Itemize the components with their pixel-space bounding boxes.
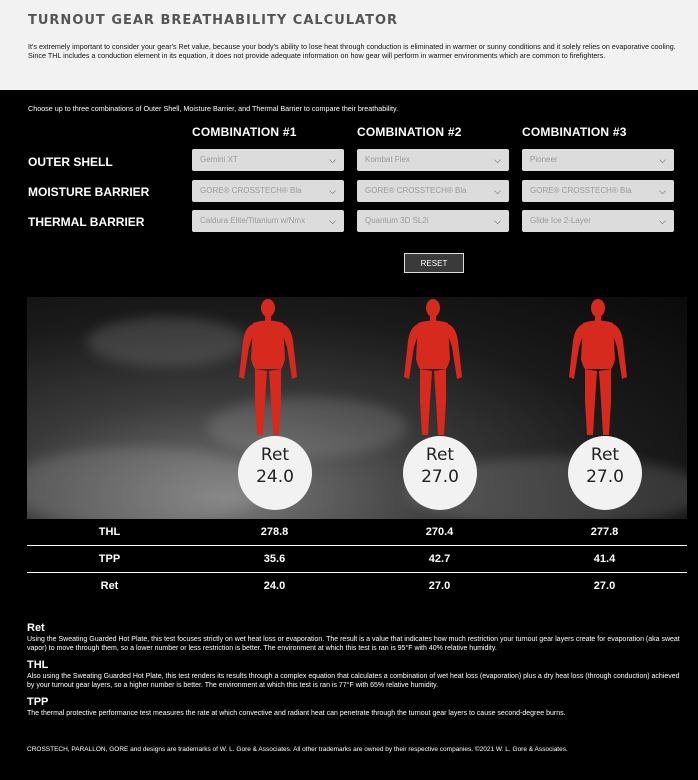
metric-value: 270.4 (425, 526, 454, 538)
select-value: Caldura Elite/Titanium w/Nmx (200, 216, 306, 225)
definition-term: Ret (27, 622, 45, 634)
figure-stage (27, 297, 687, 519)
definitions (27, 622, 687, 724)
combination-3-heading: COMBINATION #3 (522, 125, 627, 139)
results-table (27, 519, 687, 599)
ret-badge-1 (238, 436, 312, 510)
chevron-down-icon: ⌵ (494, 216, 501, 226)
select-value: GORE® CROSSTECH® Bla (530, 186, 632, 195)
definition-term: THL (27, 659, 49, 671)
metric-value: 27.0 (593, 580, 616, 592)
outer-shell-select-1[interactable] (192, 149, 344, 171)
ret-badge-value: 27.0 (421, 467, 459, 487)
page-title: TURNOUT GEAR BREATHABILITY CALCULATOR (28, 13, 399, 28)
header (0, 0, 698, 90)
chevron-down-icon: ⌵ (329, 155, 336, 165)
instructions-text: Choose up to three combinations of Outer Shell, Moisture Barrier, and Thermal Barrier to compare their breathability. (28, 104, 399, 113)
select-value: GORE® CROSSTECH® Bla (200, 186, 302, 195)
thermal-barrier-select-3[interactable] (522, 210, 674, 232)
select-value: Glide Ice 2-Layer (530, 216, 591, 225)
reset-button[interactable]: RESET (404, 253, 464, 273)
outer-shell-select-2[interactable] (357, 149, 509, 171)
chevron-down-icon: ⌵ (329, 186, 336, 196)
select-value: Quantum 3D SL2i (365, 216, 429, 225)
combination-2-heading: COMBINATION #2 (357, 125, 462, 139)
combination-1-heading: COMBINATION #1 (192, 125, 297, 139)
metric-value: 27.0 (428, 580, 451, 592)
chevron-down-icon: ⌵ (329, 216, 336, 226)
ret-badge-value: 27.0 (586, 467, 624, 487)
select-value: Pioneer (530, 155, 558, 164)
intro-text: It's extremely important to consider your gear's Ret value, because your body's ability to lose heat through conduction is eliminated in warmer or sunny conditions and it solely relies on evaporative cooling. Since THL includes a conduction element in its equation, it does not provide adequate information on how gear will perform in warmer environments which are common to firefighters. (28, 42, 676, 61)
select-value: Gemini XT (200, 155, 238, 164)
smoke (87, 317, 247, 367)
metric-value: 42.7 (428, 553, 451, 565)
chevron-down-icon: ⌵ (659, 186, 666, 196)
human-body-icon (563, 297, 633, 437)
metric-label: TPP (98, 553, 121, 565)
metric-value: 41.4 (593, 553, 616, 565)
definition-term: TPP (27, 696, 49, 708)
thermal-barrier-select-1[interactable] (192, 210, 344, 232)
metric-value: 35.6 (263, 553, 286, 565)
trademark-footer: CROSSTECH, PARALLON, GORE and designs are trademarks of W. L. Gore & Associates. All other trademarks are owned by their respective companies. ©2021 W. L. Gore & Associates. (27, 746, 568, 753)
ret-badge-2 (403, 436, 477, 510)
moisture-barrier-select-2[interactable] (357, 180, 509, 202)
outer-shell-select-3[interactable] (522, 149, 674, 171)
table-row (27, 546, 687, 573)
outer-shell-label: OUTER SHELL (28, 155, 113, 169)
ret-badge-label: Ret (260, 445, 290, 465)
metric-value: 278.8 (260, 526, 289, 538)
human-body-icon (398, 297, 468, 437)
definition-text: Using the Sweating Guarded Hot Plate, this test focuses strictly on wet heat loss or evaporation. The result is a value that indicates how much restriction your turnout gear layers create for evaporation (aka sweat vapor) to move through them, so a lower number or less restriction is better. The environment at which this test is ran is 95°F with 40% relative humidity. (27, 636, 680, 652)
chevron-down-icon: ⌵ (659, 216, 666, 226)
thermal-barrier-select-2[interactable] (357, 210, 509, 232)
definition-text: Also using the Sweating Guarded Hot Plate, this test renders its results through a complex equation that calculates a combination of wet heat loss (evaporation) plus a dry heat loss (through conduction) achieved by your turnout gear layers, so a higher number is better. The environment at which this test is ran is 77°F with 65% relative humidity. (27, 673, 680, 689)
ret-badge-label: Ret (425, 445, 455, 465)
definition-text: The thermal protective performance test measures the rate at which convective and radiant heat can penetrate through the turnout gear layers to cause second-degree burns. (27, 710, 566, 717)
moisture-barrier-select-3[interactable] (522, 180, 674, 202)
select-value: GORE® CROSSTECH® Bla (365, 186, 467, 195)
moisture-barrier-label: MOISTURE BARRIER (28, 185, 150, 199)
ret-badge-label: Ret (590, 445, 620, 465)
chevron-down-icon: ⌵ (494, 186, 501, 196)
metric-label: Ret (100, 580, 119, 592)
chevron-down-icon: ⌵ (494, 155, 501, 165)
select-value: Kombat Flex (365, 155, 410, 164)
thermal-barrier-label: THERMAL BARRIER (28, 215, 145, 229)
table-row (27, 519, 687, 546)
human-body-icon (233, 297, 303, 437)
chevron-down-icon: ⌵ (659, 155, 666, 165)
smoke (27, 447, 267, 519)
moisture-barrier-select-1[interactable] (192, 180, 344, 202)
metric-label: THL (98, 526, 121, 538)
ret-badge-3 (568, 436, 642, 510)
table-row (27, 573, 687, 599)
ret-badge-value: 24.0 (256, 467, 294, 487)
metric-value: 277.8 (590, 526, 619, 538)
metric-value: 24.0 (263, 580, 286, 592)
